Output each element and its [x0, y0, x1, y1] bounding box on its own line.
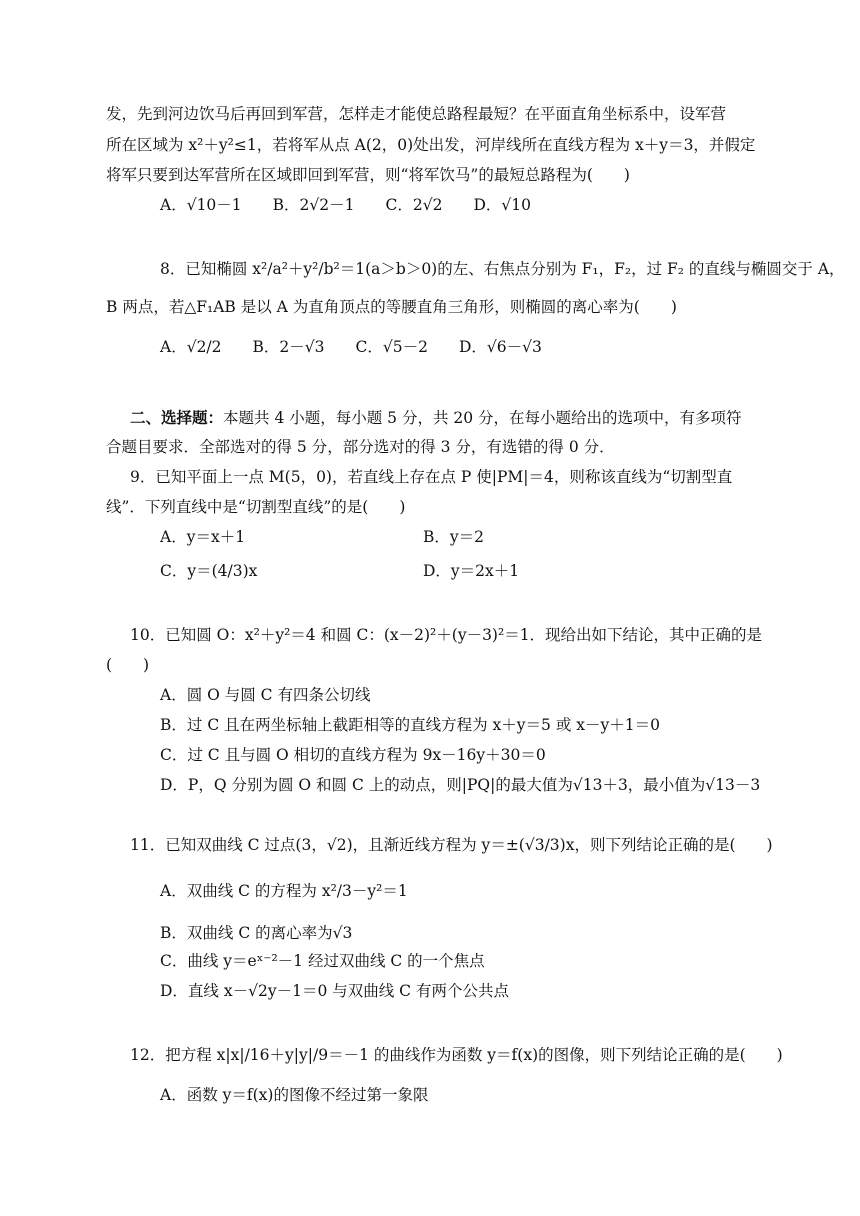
q8-line-1: 8．已知椭圆 x²/a²＋y²/b²＝1(a＞b＞0)的左、右焦点分别为 F₁，F₂，过 F₂ 的直线与椭圆交于 A， — [160, 260, 845, 278]
q10-option-b: B．过 C 且在两坐标轴上截距相等的直线方程为 x＋y＝5 或 x－y＋1＝0 — [160, 716, 660, 734]
q12-line-1: 12．把方程 x|x|/16＋y|y|/9＝－1 的曲线作为函数 y＝f(x)的图像，则下列结论正确的是( ) — [130, 1046, 783, 1064]
section-2-instructions: 本题共 4 小题，每小题 5 分，共 20 分，在每小题给出的选项中，有多项符 — [223, 409, 742, 427]
q7-line-2: 所在区域为 x²＋y²≤1，若将军从点 A(2，0)处出发，河岸线所在直线方程为 x＋y＝3，并假定 — [106, 136, 756, 154]
q10-option-a: A．圆 O 与圆 C 有四条公切线 — [160, 686, 371, 704]
q9-line-2: 线”．下列直线中是“切割型直线”的是( ) — [106, 498, 406, 516]
q11-option-b: B．双曲线 C 的离心率为√3 — [160, 924, 353, 942]
q10-line-2: ( ) — [106, 656, 150, 674]
q11-option-c: C．曲线 y＝eˣ⁻²－1 经过双曲线 C 的一个焦点 — [160, 952, 485, 970]
q10-option-d: D．P，Q 分别为圆 O 和圆 C 上的动点，则|PQ|的最大值为√13＋3，最小值为√13－3 — [160, 776, 761, 794]
q11-line-1: 11．已知双曲线 C 过点(3，√2)，且渐近线方程为 y＝±(√3/3)x，则下列结论正确的是( ) — [130, 836, 773, 854]
q11-option-a: A．双曲线 C 的方程为 x²/3－y²＝1 — [160, 882, 408, 900]
q11-option-d: D．直线 x－√2y－1＝0 与双曲线 C 有两个公共点 — [160, 982, 509, 1000]
q9-line-1: 9．已知平面上一点 M(5，0)，若直线上存在点 P 使|PM|＝4，则称该直线为“切割型直 — [130, 468, 733, 486]
q7-options: A．√10－1 B．2√2－1 C．2√2 D．√10 — [160, 196, 531, 214]
q9-option-b: B．y＝2 — [423, 528, 485, 546]
q10-option-c: C．过 C 且与圆 O 相切的直线方程为 9x－16y＋30＝0 — [160, 746, 546, 764]
q12-option-a: A．函数 y＝f(x)的图像不经过第一象限 — [160, 1086, 429, 1104]
q7-line-1: 发，先到河边饮马后再回到军营，怎样走才能使总路程最短？在平面直角坐标系中，设军营 — [106, 105, 727, 123]
q7-line-3: 将军只要到达军营所在区域即回到军营，则“将军饮马”的最短总路程为( ) — [106, 166, 630, 184]
section-2-line-1 — [130, 408, 742, 428]
q8-options: A．√2/2 B．2－√3 C．√5－2 D．√6－√3 — [160, 338, 542, 356]
q9-option-a: A．y＝x＋1 — [160, 528, 246, 546]
q9-option-d: D．y＝2x＋1 — [423, 562, 520, 580]
q10-line-1: 10．已知圆 O：x²＋y²＝4 和圆 C：(x－2)²＋(y－3)²＝1．现给出如下结论，其中正确的是 — [130, 626, 763, 644]
q9-option-c: C．y＝(4/3)x — [160, 562, 258, 580]
q8-line-2: B 两点，若△F₁AB 是以 A 为直角顶点的等腰直角三角形，则椭圆的离心率为( ) — [106, 298, 677, 316]
section-2-line-2: 合题目要求．全部选对的得 5 分，部分选对的得 3 分，有选错的得 0 分． — [106, 438, 615, 456]
section-2-heading: 二、选择题： — [130, 408, 224, 427]
